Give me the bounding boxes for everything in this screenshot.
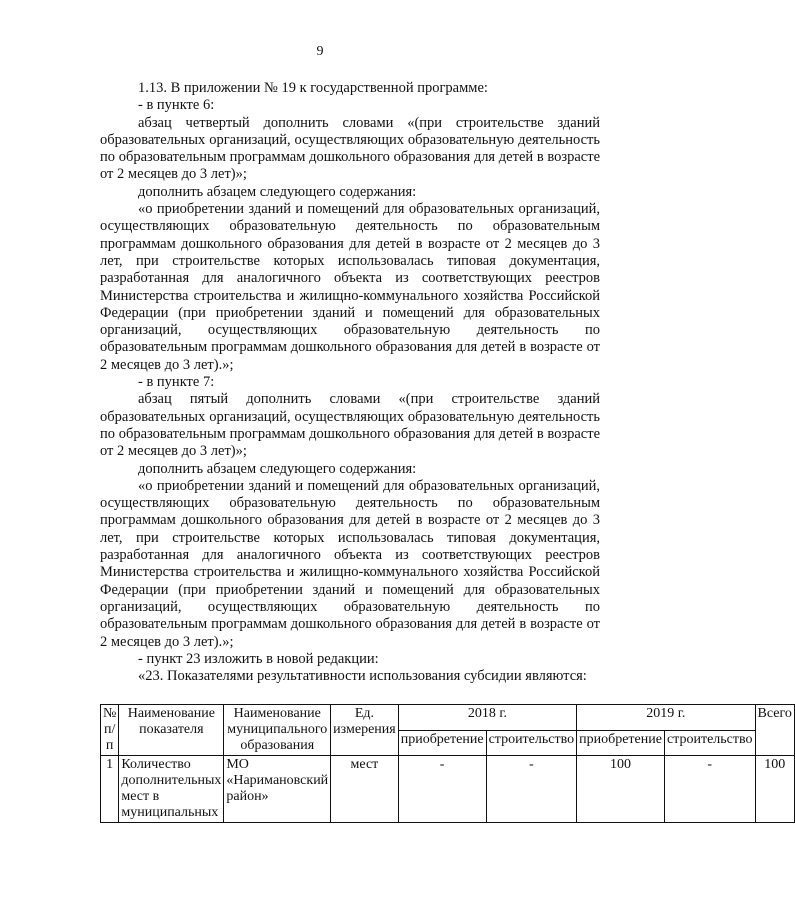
cell-purchase-2019: 100 <box>577 756 665 823</box>
header-num: № п/п <box>101 705 119 756</box>
paragraph-quote-2: «о приобретении зданий и помещений для образовательных организаций, осуществляющих образовательную деятельность по образовательным программам дошкольного образования для детей в возрасте от 2 месяцев до 3 лет, при строительстве которых использовалась типовая документация, разработанная для аналогичного объекта из соответствующих реестров Министерства строительства и жилищно-коммунального хозяйства Российской Федерации (при приобретении зданий и помещений для образовательных организаций, осуществляющих образовательную деятельность по образовательным программам дошкольного образования для детей в возрасте от 2 месяцев до 3 лет).»; <box>100 477 600 650</box>
paragraph-add-1: дополнить абзацем следующего содержания: <box>138 183 417 200</box>
cell-construction-2018: - <box>486 756 577 823</box>
header-indicator: Наименование показателя <box>119 705 224 756</box>
cell-mo: МО «Наримановский район» <box>224 756 331 823</box>
cell-construction-2019: - <box>664 756 755 823</box>
header-construction-2018: строительство <box>486 730 577 756</box>
document-body <box>100 80 600 685</box>
paragraph-abzac-5: абзац пятый дополнить словами «(при строительстве зданий образовательных организаций, осуществляющих образовательную деятельность по образовательным программам дошкольного образования для детей в возрасте от 2 месяцев до 3 лет)»; <box>100 391 600 460</box>
paragraph-abzac-4: абзац четвертый дополнить словами «(при строительстве зданий образовательных организаций, осуществляющих образовательную деятельность по образовательным программам дошкольного образования для детей в возрасте от 2 месяцев до 3 лет)»; <box>100 114 600 183</box>
header-2018: 2018 г. <box>398 705 576 731</box>
header-unit: Ед. измерения <box>331 705 399 756</box>
cell-total: 100 <box>755 756 794 823</box>
cell-indicator: Количество дополнительных мест в муниципальных <box>119 756 224 823</box>
indicators-table <box>100 704 795 823</box>
page-number: 9 <box>316 44 324 59</box>
table-header-row <box>101 705 795 731</box>
paragraph-item-6: - в пункте 6: <box>138 97 215 114</box>
paragraph-add-2: дополнить абзацем следующего содержания: <box>138 460 417 477</box>
header-2019: 2019 г. <box>577 705 755 731</box>
cell-unit: мест <box>331 756 399 823</box>
paragraph-23-text: «23. Показателями результативности использования субсидии являются: <box>138 668 587 685</box>
paragraph-item-23: - пункт 23 изложить в новой редакции: <box>138 650 379 667</box>
cell-num: 1 <box>101 756 119 823</box>
cell-purchase-2018: - <box>398 756 486 823</box>
header-purchase-2018: приобретение <box>398 730 486 756</box>
header-construction-2019: строительство <box>664 730 755 756</box>
header-purchase-2019: приобретение <box>577 730 665 756</box>
header-total: Всего <box>755 705 794 756</box>
paragraph-quote-1: «о приобретении зданий и помещений для образовательных организаций, осуществляющих образовательную деятельность по образовательным программам дошкольного образования для детей в возрасте от 2 месяцев до 3 лет, при строительстве которых использовалась типовая документация, разработанная для аналогичного объекта из соответствующих реестров Министерства строительства и жилищно-коммунального хозяйства Российской Федерации (при приобретении зданий и помещений для образовательных организаций, осуществляющих образовательную деятельность по образовательным программам дошкольного образования для детей в возрасте от 2 месяцев до 3 лет).»; <box>100 201 600 373</box>
paragraph-1-13: 1.13. В приложении № 19 к государственной программе: <box>138 80 488 96</box>
table-row <box>101 756 795 823</box>
header-mo: Наименование муниципального образования <box>224 705 331 756</box>
paragraph-item-7: - в пункте 7: <box>138 374 215 391</box>
